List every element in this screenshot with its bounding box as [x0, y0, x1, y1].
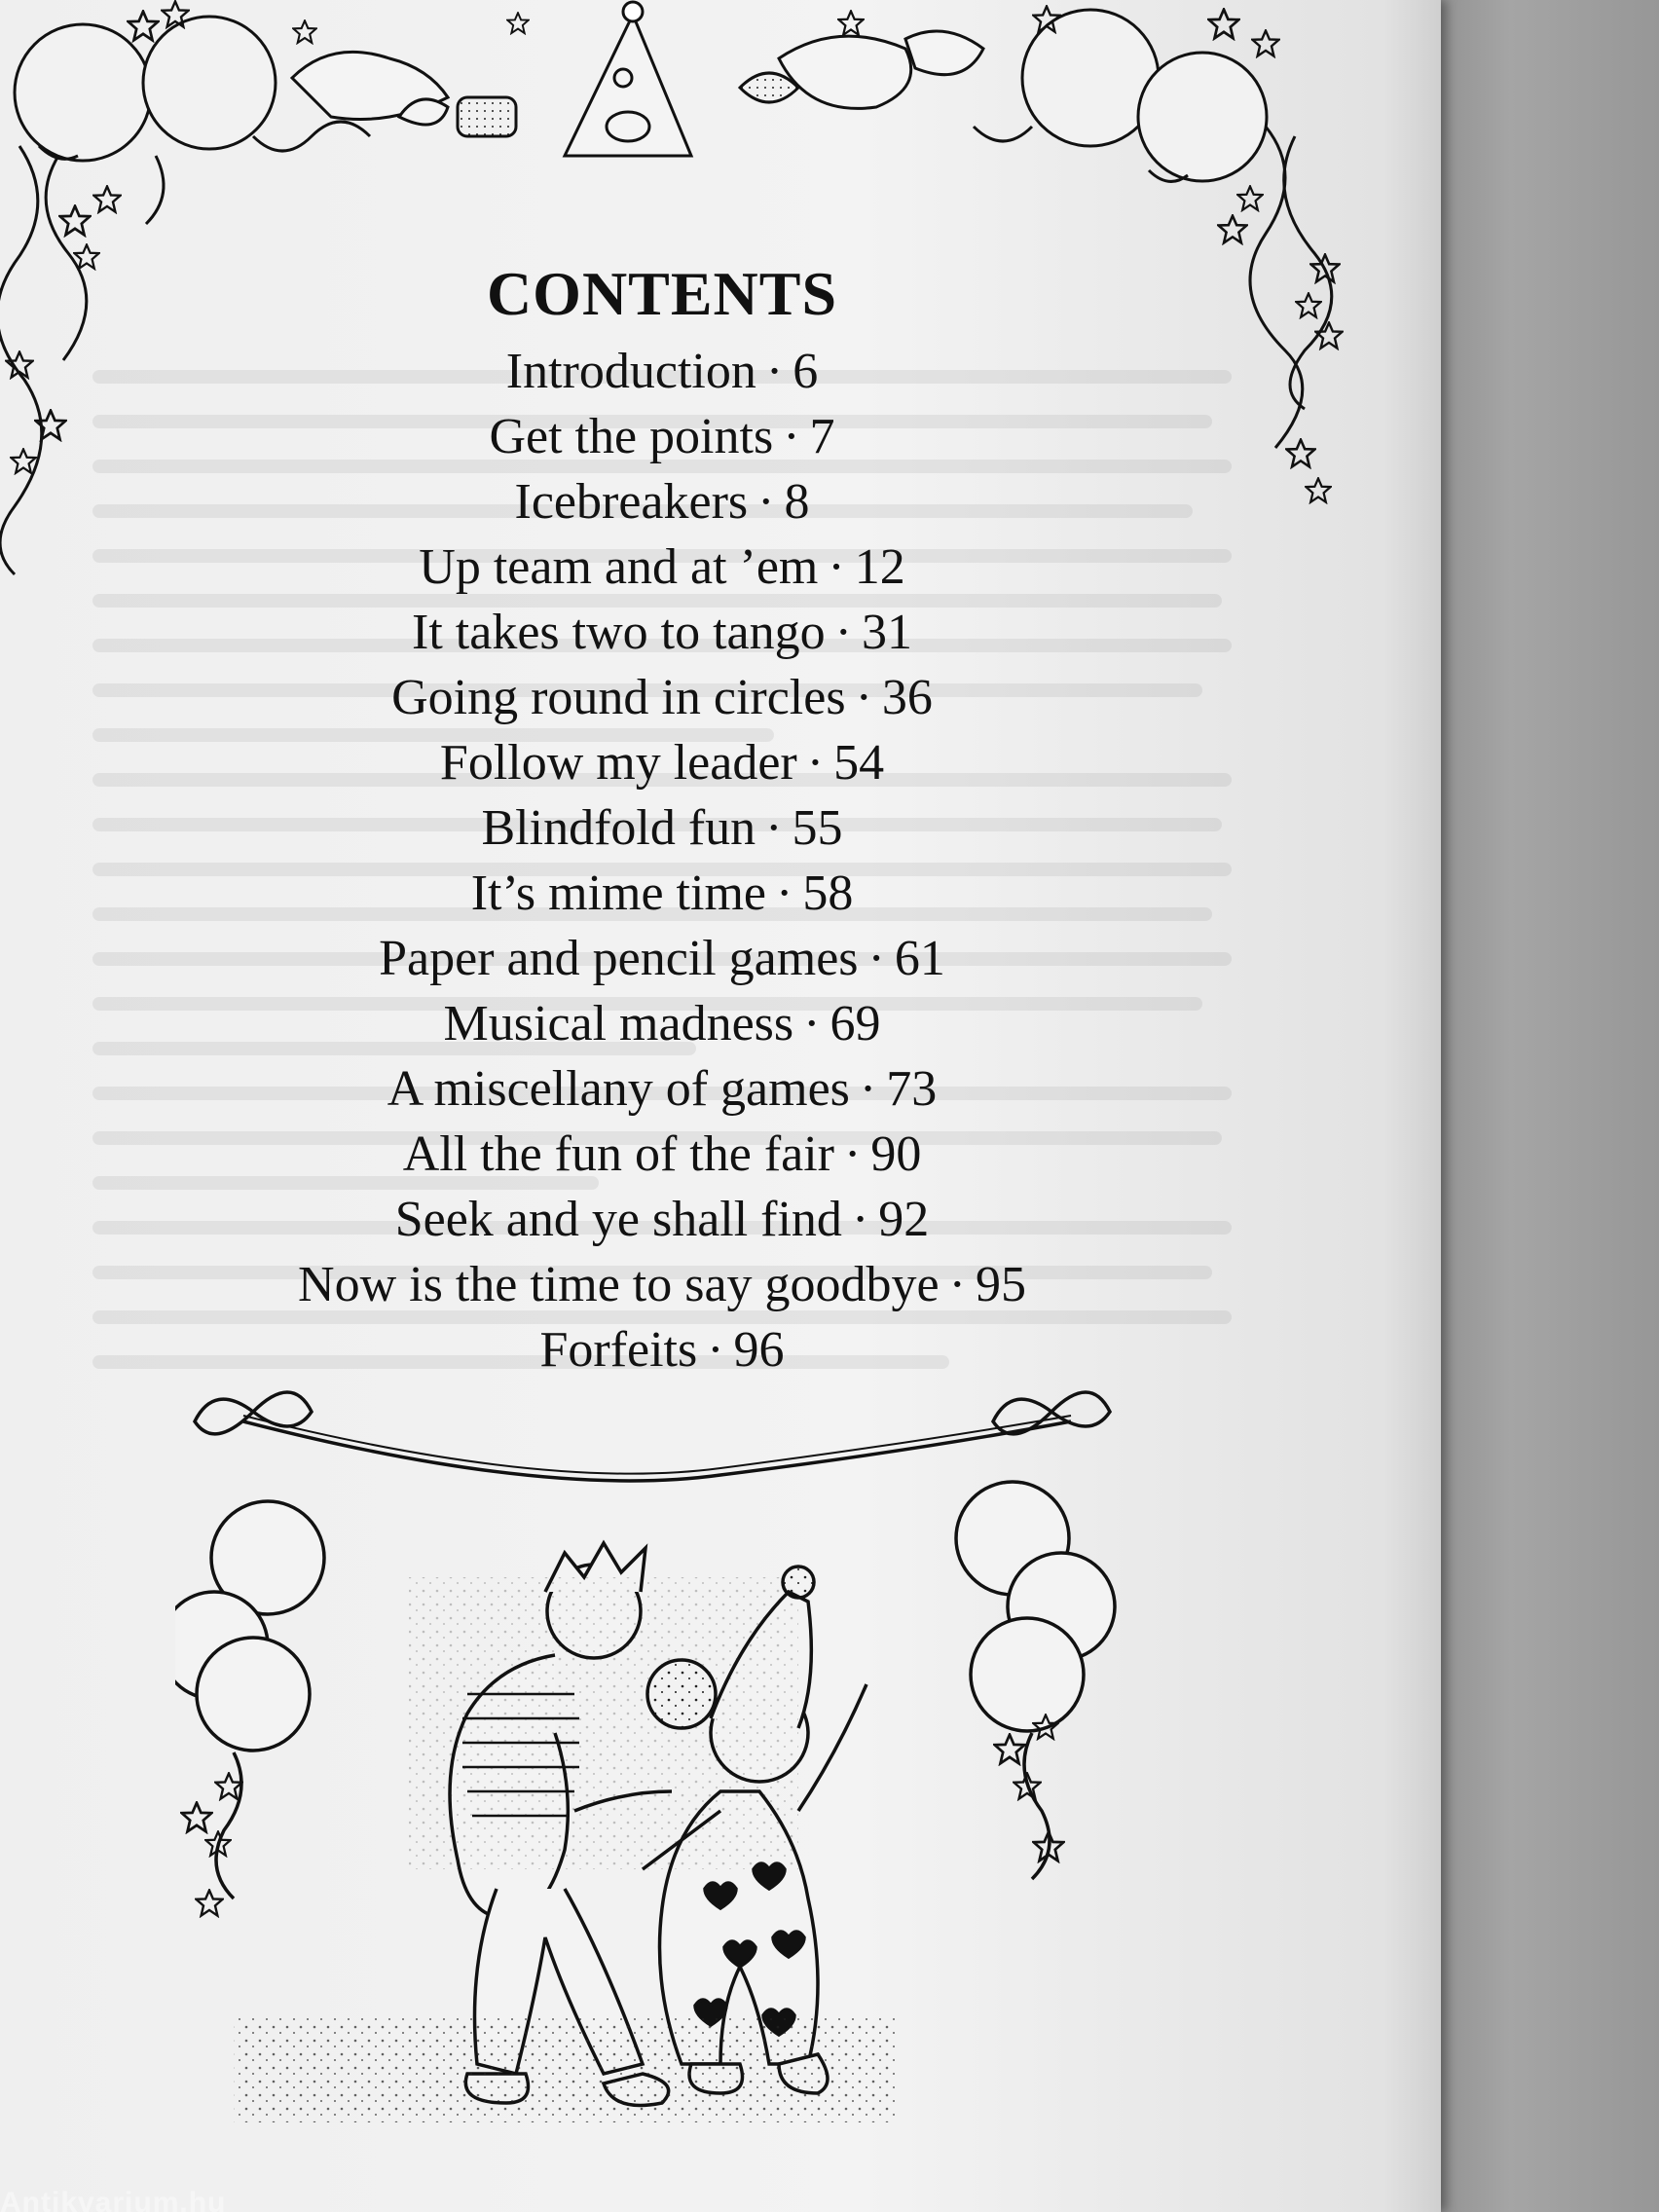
toc-entry-label: Musical madness [443, 996, 794, 1051]
toc-entry [0, 991, 1324, 1056]
toc-separator: · [803, 996, 821, 1051]
toc-entry [0, 339, 1324, 404]
toc-separator: · [806, 735, 825, 791]
page-title: CONTENTS [486, 258, 838, 328]
toc-entry [0, 1187, 1324, 1252]
toc-separator: · [867, 931, 885, 986]
children-party-illustration [175, 1382, 1246, 2181]
toc-entry [0, 535, 1324, 600]
desk-background [1412, 0, 1659, 2212]
toc-entry-label: Icebreakers [514, 474, 749, 530]
toc-entry [0, 861, 1324, 926]
toc-entry-label: Forfeits [539, 1322, 698, 1378]
toc-entry-page: 36 [881, 670, 933, 725]
toc-separator: · [843, 1126, 862, 1182]
toc-entry-label: A miscellany of games [387, 1061, 850, 1117]
toc-separator: · [765, 800, 783, 856]
toc-separator: · [859, 1061, 877, 1117]
toc-separator: · [707, 1322, 724, 1378]
toc-entry [0, 1317, 1324, 1382]
toc-entry-page: 92 [878, 1192, 930, 1247]
toc-entry-label: Blindfold fun [481, 800, 756, 856]
toc-separator: · [757, 474, 775, 530]
toc-entry-page: 96 [733, 1322, 785, 1378]
toc-entry-label: All the fun of the fair [402, 1126, 834, 1182]
toc-entry-label: Introduction [505, 344, 756, 399]
toc-entry-label: It takes two to tango [412, 605, 826, 660]
toc-entry-page: 69 [830, 996, 881, 1051]
toc-separator: · [851, 1192, 869, 1247]
toc-entry [0, 469, 1324, 535]
toc-entry [0, 926, 1324, 991]
toc-entry [0, 730, 1324, 795]
toc-entry [0, 1122, 1324, 1187]
toc-entry [0, 404, 1324, 469]
toc-entry-page: 58 [802, 866, 854, 921]
toc-entry-page: 61 [894, 931, 945, 986]
toc-entry-page: 7 [809, 409, 835, 464]
toc-entry-label: Going round in circles [391, 670, 846, 725]
watermark: Antikvarium.hu [0, 2187, 227, 2212]
toc-separator: · [855, 670, 872, 725]
toc-entry-page: 6 [793, 344, 819, 399]
toc-entry [0, 1252, 1324, 1317]
toc-entry-label: Up team and at ’em [419, 539, 819, 595]
toc-entry-page: 95 [975, 1257, 1026, 1312]
toc-entry-label: Follow my leader [439, 735, 797, 791]
toc-entry-page: 73 [886, 1061, 938, 1117]
toc-separator: · [828, 539, 845, 595]
toc-entry-page: 8 [784, 474, 810, 530]
toc-entry-label: Paper and pencil games [379, 931, 859, 986]
toc-separator: · [775, 866, 793, 921]
toc-entry-label: Seek and ye shall find [394, 1192, 842, 1247]
toc-entry-label: It’s mime time [470, 866, 766, 921]
toc-entry-label: Now is the time to say goodbye [298, 1257, 940, 1312]
toc-separator: · [834, 605, 852, 660]
toc-entry-page: 31 [861, 605, 912, 660]
toc-separator: · [783, 409, 800, 464]
table-of-contents [0, 339, 1324, 1382]
toc-separator: · [765, 344, 784, 399]
toc-entry [0, 665, 1324, 730]
toc-entry-label: Get the points [489, 409, 774, 464]
toc-entry-page: 12 [854, 539, 905, 595]
toc-entry [0, 600, 1324, 665]
toc-entry-page: 54 [833, 735, 885, 791]
toc-separator: · [948, 1257, 966, 1312]
toc-entry [0, 1056, 1324, 1122]
toc-entry-page: 55 [792, 800, 843, 856]
toc-entry [0, 795, 1324, 861]
toc-entry-page: 90 [870, 1126, 922, 1182]
